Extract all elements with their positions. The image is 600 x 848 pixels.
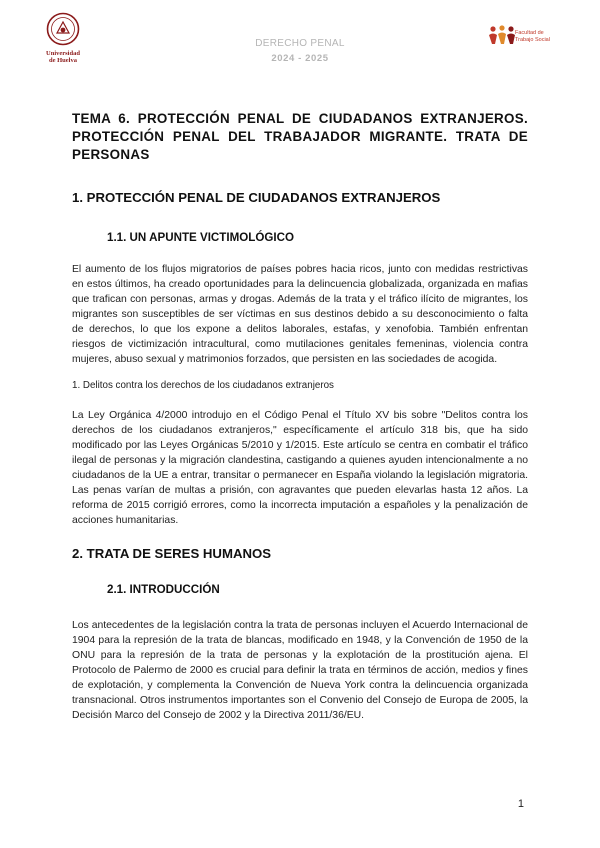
section-1-1-heading: 1.1. UN APUNTE VICTIMOLÓGICO bbox=[107, 231, 295, 244]
faculty-name bbox=[515, 30, 579, 44]
list-item-paragraph: La Ley Orgánica 4/2000 introdujo en el Código Penal el Título XV bis sobre "Delitos contra los derechos de los ciudadanos extranjeros," específicamente el artículo 318 bis, que ha sido modificado por las Leyes Orgánicas 5/2010 y 1/2015. Este artículo se centra en combatir el tráfico ilegal de personas y la migración clandestina, castigando a quienes ayuden intencionalmente a no ciudadanos de la UE a entrar, transitar o permanecer en España violando la legislación migratoria. Las penas varían de multas a prisión, con agravantes que pueden elevarlas hasta 12 años. La reforma de 2015 corrigió errores, como la incorrecta imputación a españoles y la penalización de acciones humanitarias. bbox=[72, 410, 528, 526]
academic-year: 2024 - 2025 bbox=[271, 53, 329, 64]
section-2-1-heading: 2.1. INTRODUCCIÓN bbox=[107, 583, 220, 596]
faculty-figures-icon bbox=[487, 24, 517, 48]
tema-title: TEMA 6. PROTECCIÓN PENAL DE CIUDADANOS EXTRANJEROS. PROTECCIÓN PENAL DEL TRABAJADOR MIGRANTE. TRATA DE PERSONAS bbox=[72, 111, 528, 162]
page-number: 1 bbox=[517, 798, 524, 810]
university-name-line-1: Universidad bbox=[46, 50, 80, 57]
faculty-name-line-2: Trabajo Social bbox=[515, 37, 550, 43]
document-body bbox=[72, 110, 528, 723]
numbered-list-item: 1. Delitos contra los derechos de los ciudadanos extranjeros bbox=[72, 380, 334, 391]
course-title: DERECHO PENAL bbox=[255, 38, 345, 49]
section-1-heading: 1. PROTECCIÓN PENAL DE CIUDADANOS EXTRANJEROS bbox=[72, 190, 441, 205]
faculty-logo bbox=[487, 24, 579, 48]
section-2-1-paragraph: Los antecedentes de la legislación contra la trata de personas incluyen el Acuerdo Internacional de 1904 para la represión de la trata de blancas, modificado en 1948, y la Convención de 1950 de la ONU para la represión de la trata de personas y la explotación de la prostitución ajena. El Protocolo de Palermo de 2000 es crucial para definir la trata en términos de acción, medios y fines de explotación, y complementa la Convención de Nueva York contra la delincuencia organizada transnacional. Otros instrumentos importantes son el Convenio del Consejo de Europa de 2005, la Decisión Marco del Consejo de 2002 y la Directiva 2011/36/EU. bbox=[72, 620, 528, 721]
section-2-heading: 2. TRATA DE SERES HUMANOS bbox=[72, 546, 272, 561]
university-name-line-2: de Huelva bbox=[49, 57, 77, 64]
section-1-1-paragraph: El aumento de los flujos migratorios de países pobres hacia ricos, junto con medidas restrictivas en estos últimos, ha creado oportunidades para la delincuencia globalizada, organizada en mafias que trafican con personas, armas y drogas. Además de la trata y el tráfico ilícito de migrantes, los migrantes son susceptibles de ser víctimas en sus destinos debido a su desconocimiento o falta de derechos, lo que los expone a delitos laborales, estafas, y xenofobia. También enfrentan riesgos de victimización intracultural, como mutilaciones genitales femeninas, violencia contra mujeres, abuso sexual y matrimonios forzados, que persisten en las sociedades de acogida. bbox=[72, 264, 528, 365]
faculty-name-line-1: Facultad de bbox=[515, 30, 544, 36]
page-header bbox=[0, 0, 600, 80]
